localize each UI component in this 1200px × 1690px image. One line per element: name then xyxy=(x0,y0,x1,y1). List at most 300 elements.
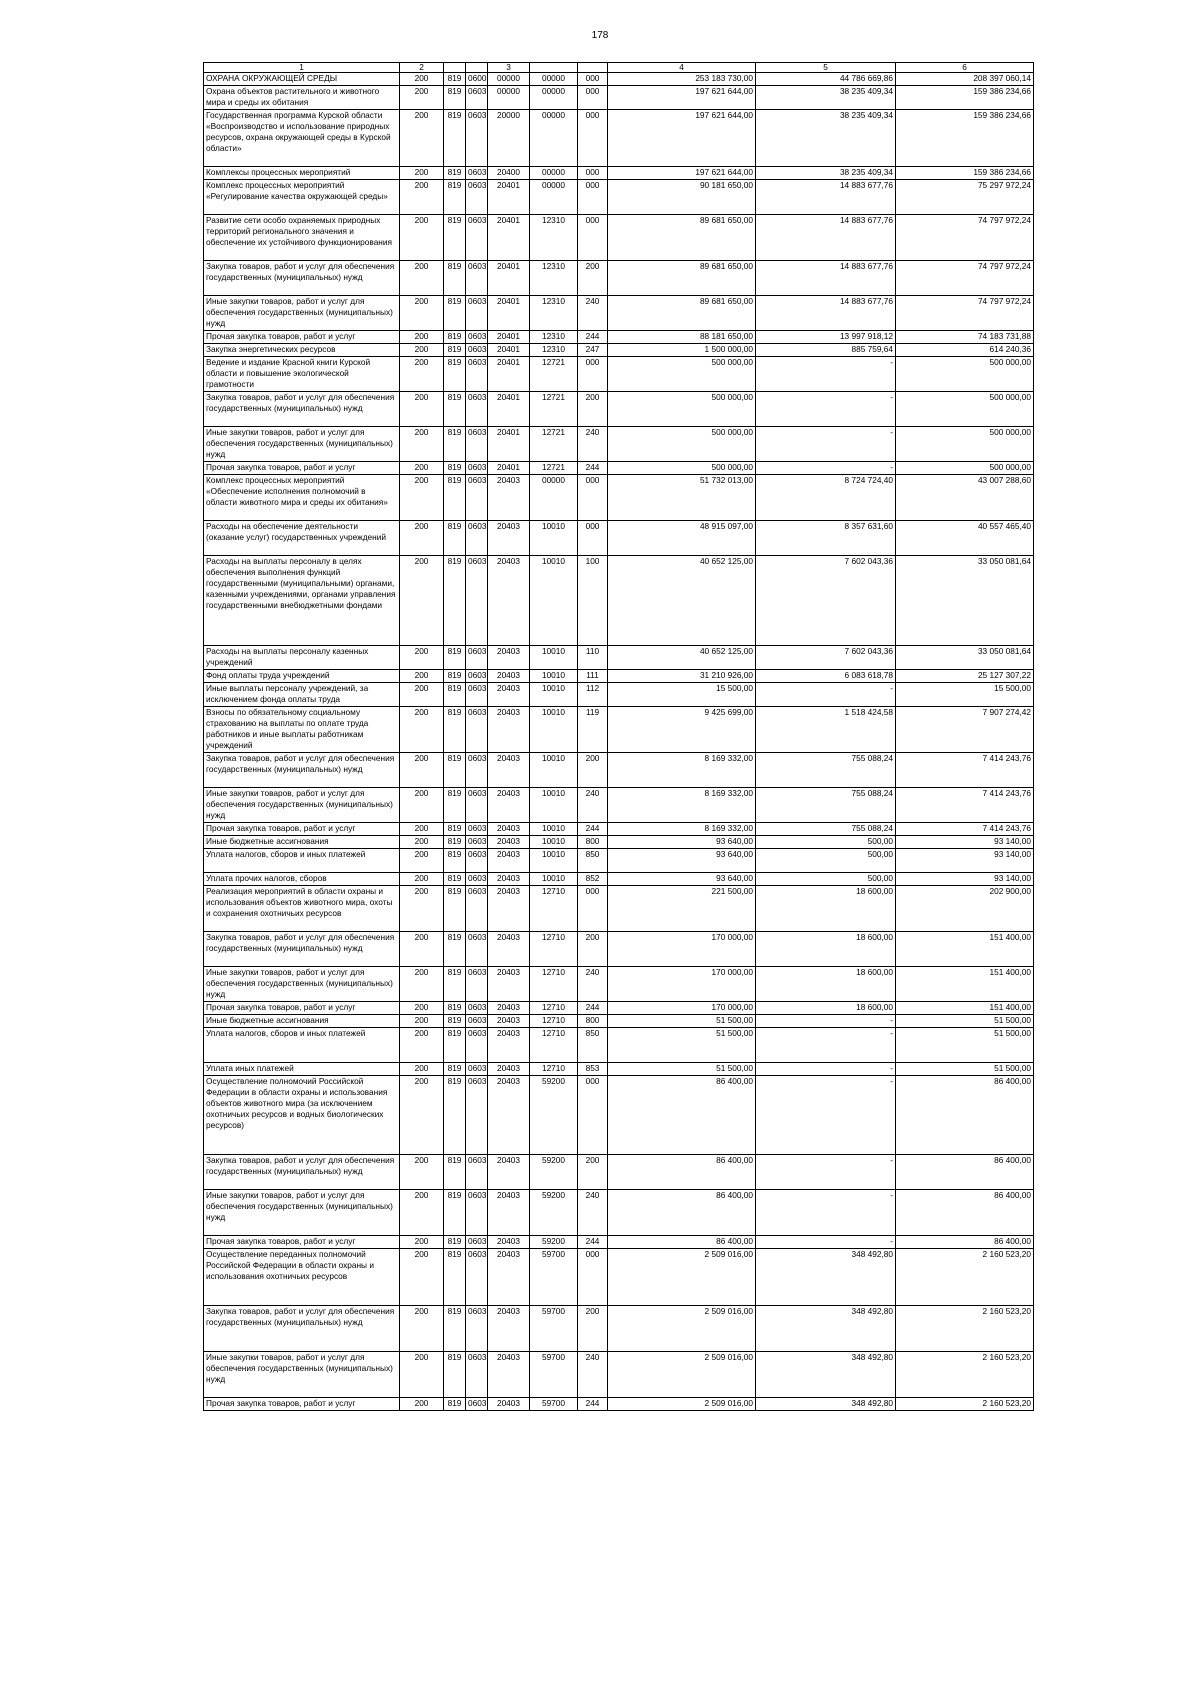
row-name: Осуществление полномочий Российской Федерации в области охраны и использования объектов животного мира (за исключением охотничьих ресурсов и водных биологических ресурсов) xyxy=(204,1076,400,1155)
code-glava: 200 xyxy=(400,296,444,331)
row-name: Иные бюджетные ассигнования xyxy=(204,836,400,849)
code-vid: 000 xyxy=(578,110,608,167)
amount-col-5: 348 492,80 xyxy=(756,1249,896,1306)
amount-col-6: 51 500,00 xyxy=(896,1028,1034,1063)
table-row xyxy=(204,167,1034,180)
amount-col-4: 170 000,00 xyxy=(608,932,756,967)
code-program: 20403 xyxy=(488,823,530,836)
table-row xyxy=(204,427,1034,462)
table-row xyxy=(204,392,1034,427)
amount-col-4: 40 652 125,00 xyxy=(608,646,756,670)
code-direction: 12310 xyxy=(530,344,578,357)
amount-col-4: 9 425 699,00 xyxy=(608,707,756,753)
amount-col-5: 500,00 xyxy=(756,849,896,873)
code-ved: 819 xyxy=(444,1076,466,1155)
code-program: 20000 xyxy=(488,110,530,167)
code-program: 20401 xyxy=(488,215,530,261)
code-vid: 000 xyxy=(578,475,608,521)
code-glava: 200 xyxy=(400,357,444,392)
amount-col-4: 2 509 016,00 xyxy=(608,1306,756,1352)
code-ved: 819 xyxy=(444,462,466,475)
code-direction: 12710 xyxy=(530,967,578,1002)
code-ved: 819 xyxy=(444,392,466,427)
code-ved: 819 xyxy=(444,556,466,646)
amount-col-6: 7 414 243,76 xyxy=(896,753,1034,788)
code-program: 20403 xyxy=(488,521,530,556)
amount-col-4: 93 640,00 xyxy=(608,873,756,886)
code-program: 20401 xyxy=(488,296,530,331)
table-row xyxy=(204,1015,1034,1028)
row-name: Закупка товаров, работ и услуг для обеспечения государственных (муниципальных) нужд xyxy=(204,932,400,967)
code-direction: 12710 xyxy=(530,1063,578,1076)
code-direction: 12721 xyxy=(530,392,578,427)
code-program: 20401 xyxy=(488,427,530,462)
table-row xyxy=(204,1249,1034,1306)
amount-col-4: 170 000,00 xyxy=(608,1002,756,1015)
code-direction: 10010 xyxy=(530,707,578,753)
amount-col-6: 159 386 234,66 xyxy=(896,167,1034,180)
code-direction: 12310 xyxy=(530,261,578,296)
amount-col-4: 86 400,00 xyxy=(608,1155,756,1190)
code-section: 0603 xyxy=(466,261,488,296)
row-name: Прочая закупка товаров, работ и услуг xyxy=(204,1398,400,1411)
code-section: 0603 xyxy=(466,873,488,886)
row-name: Прочая закупка товаров, работ и услуг xyxy=(204,331,400,344)
code-glava: 200 xyxy=(400,73,444,86)
code-program: 20403 xyxy=(488,788,530,823)
amount-col-5: 7 602 043,36 xyxy=(756,556,896,646)
code-section: 0603 xyxy=(466,788,488,823)
amount-col-4: 93 640,00 xyxy=(608,836,756,849)
code-section: 0603 xyxy=(466,932,488,967)
amount-col-4: 40 652 125,00 xyxy=(608,556,756,646)
amount-col-4: 197 621 644,00 xyxy=(608,167,756,180)
code-vid: 240 xyxy=(578,1190,608,1236)
code-direction: 12721 xyxy=(530,427,578,462)
amount-col-6: 2 160 523,20 xyxy=(896,1352,1034,1398)
code-program: 20403 xyxy=(488,753,530,788)
amount-col-5: 18 600,00 xyxy=(756,932,896,967)
table-row xyxy=(204,836,1034,849)
table-row xyxy=(204,886,1034,932)
code-ved: 819 xyxy=(444,1028,466,1063)
row-name: Закупка товаров, работ и услуг для обеспечения государственных (муниципальных) нужд xyxy=(204,1155,400,1190)
amount-col-5: 885 759,64 xyxy=(756,344,896,357)
amount-col-5: 755 088,24 xyxy=(756,753,896,788)
amount-col-6: 25 127 307,22 xyxy=(896,670,1034,683)
amount-col-4: 86 400,00 xyxy=(608,1190,756,1236)
row-name: Осуществление переданных полномочий Российской Федерации в области охраны и использования охотничьих ресурсов xyxy=(204,1249,400,1306)
amount-col-5: 1 518 424,58 xyxy=(756,707,896,753)
amount-col-5: 18 600,00 xyxy=(756,1002,896,1015)
amount-col-6: 86 400,00 xyxy=(896,1076,1034,1155)
table-row xyxy=(204,1028,1034,1063)
code-program: 20403 xyxy=(488,873,530,886)
code-vid: 244 xyxy=(578,1002,608,1015)
code-ved: 819 xyxy=(444,1306,466,1352)
code-direction: 10010 xyxy=(530,873,578,886)
code-vid: 112 xyxy=(578,683,608,707)
code-section: 0603 xyxy=(466,331,488,344)
code-vid: 244 xyxy=(578,331,608,344)
code-glava: 200 xyxy=(400,753,444,788)
code-section: 0603 xyxy=(466,683,488,707)
code-section: 0603 xyxy=(466,1063,488,1076)
page-number: 178 xyxy=(591,30,609,41)
code-glava: 200 xyxy=(400,1076,444,1155)
code-section: 0603 xyxy=(466,1306,488,1352)
code-program: 00000 xyxy=(488,73,530,86)
amount-col-5: - xyxy=(756,462,896,475)
table-row xyxy=(204,556,1034,646)
table-row xyxy=(204,753,1034,788)
code-vid: 200 xyxy=(578,1155,608,1190)
code-glava: 200 xyxy=(400,180,444,215)
row-name: Иные закупки товаров, работ и услуг для обеспечения государственных (муниципальных) нужд xyxy=(204,1190,400,1236)
amount-col-6: 151 400,00 xyxy=(896,1002,1034,1015)
code-ved: 819 xyxy=(444,261,466,296)
code-section: 0603 xyxy=(466,836,488,849)
header-col-3c: 3 xyxy=(488,63,530,73)
code-section: 0603 xyxy=(466,180,488,215)
code-program: 20403 xyxy=(488,886,530,932)
code-glava: 200 xyxy=(400,521,444,556)
amount-col-4: 89 681 650,00 xyxy=(608,296,756,331)
row-name: Комплексы процессных мероприятий xyxy=(204,167,400,180)
amount-col-6: 74 183 731,88 xyxy=(896,331,1034,344)
code-glava: 200 xyxy=(400,475,444,521)
code-section: 0603 xyxy=(466,427,488,462)
code-vid: 000 xyxy=(578,1076,608,1155)
code-program: 20403 xyxy=(488,707,530,753)
amount-col-4: 1 500 000,00 xyxy=(608,344,756,357)
code-program: 20403 xyxy=(488,646,530,670)
code-program: 20401 xyxy=(488,462,530,475)
header-col-1: 1 xyxy=(204,63,400,73)
code-program: 20403 xyxy=(488,1015,530,1028)
row-name: Комплекс процессных мероприятий «Обеспечение исполнения полномочий в области животного мира и среды их обитания» xyxy=(204,475,400,521)
table-row xyxy=(204,357,1034,392)
table-row xyxy=(204,344,1034,357)
code-ved: 819 xyxy=(444,683,466,707)
amount-col-5: 348 492,80 xyxy=(756,1398,896,1411)
code-section: 0603 xyxy=(466,823,488,836)
code-direction: 10010 xyxy=(530,670,578,683)
amount-col-5: - xyxy=(756,1190,896,1236)
code-section: 0603 xyxy=(466,1190,488,1236)
amount-col-4: 500 000,00 xyxy=(608,392,756,427)
code-section: 0603 xyxy=(466,462,488,475)
row-name: Развитие сети особо охраняемых природных территорий регионального значения и обеспечение их устойчивого функционирования xyxy=(204,215,400,261)
code-vid: 240 xyxy=(578,967,608,1002)
code-program: 20403 xyxy=(488,1352,530,1398)
code-program: 20403 xyxy=(488,1076,530,1155)
amount-col-4: 500 000,00 xyxy=(608,427,756,462)
code-direction: 00000 xyxy=(530,180,578,215)
code-program: 20401 xyxy=(488,344,530,357)
code-ved: 819 xyxy=(444,886,466,932)
amount-col-6: 33 050 081,64 xyxy=(896,646,1034,670)
amount-col-5: 38 235 409,34 xyxy=(756,86,896,110)
row-name: Государственная программа Курской области «Воспроизводство и использование природных ресурсов, охрана окружающей среды в Курской области» xyxy=(204,110,400,167)
amount-col-5: 44 786 669,86 xyxy=(756,73,896,86)
code-ved: 819 xyxy=(444,823,466,836)
amount-col-5: 348 492,80 xyxy=(756,1352,896,1398)
header-col-5: 5 xyxy=(756,63,896,73)
row-name: Уплата иных платежей xyxy=(204,1063,400,1076)
code-vid: 200 xyxy=(578,753,608,788)
table-row xyxy=(204,462,1034,475)
code-program: 20401 xyxy=(488,357,530,392)
amount-col-4: 197 621 644,00 xyxy=(608,86,756,110)
row-name: Уплата прочих налогов, сборов xyxy=(204,873,400,886)
amount-col-6: 74 797 972,24 xyxy=(896,296,1034,331)
code-program: 20403 xyxy=(488,849,530,873)
row-name: Иные закупки товаров, работ и услуг для обеспечения государственных (муниципальных) нужд xyxy=(204,427,400,462)
code-vid: 200 xyxy=(578,1306,608,1352)
amount-col-6: 15 500,00 xyxy=(896,683,1034,707)
code-section: 0603 xyxy=(466,344,488,357)
row-name: Прочая закупка товаров, работ и услуг xyxy=(204,1002,400,1015)
code-vid: 200 xyxy=(578,932,608,967)
code-direction: 12710 xyxy=(530,1028,578,1063)
code-vid: 000 xyxy=(578,886,608,932)
code-direction: 10010 xyxy=(530,683,578,707)
amount-col-5: 7 602 043,36 xyxy=(756,646,896,670)
table-body xyxy=(204,73,1034,1411)
code-vid: 000 xyxy=(578,357,608,392)
amount-col-4: 51 500,00 xyxy=(608,1028,756,1063)
code-section: 0603 xyxy=(466,110,488,167)
amount-col-6: 74 797 972,24 xyxy=(896,215,1034,261)
code-glava: 200 xyxy=(400,873,444,886)
code-glava: 200 xyxy=(400,462,444,475)
amount-col-6: 7 907 274,42 xyxy=(896,707,1034,753)
code-program: 20403 xyxy=(488,836,530,849)
code-section: 0603 xyxy=(466,215,488,261)
amount-col-6: 500 000,00 xyxy=(896,462,1034,475)
amount-col-4: 8 169 332,00 xyxy=(608,788,756,823)
table-row xyxy=(204,670,1034,683)
code-ved: 819 xyxy=(444,1398,466,1411)
amount-col-4: 86 400,00 xyxy=(608,1076,756,1155)
amount-col-5: 14 883 677,76 xyxy=(756,296,896,331)
code-section: 0603 xyxy=(466,1249,488,1306)
code-ved: 819 xyxy=(444,1249,466,1306)
code-vid: 850 xyxy=(578,849,608,873)
row-name: Иные закупки товаров, работ и услуг для обеспечения государственных (муниципальных) нужд xyxy=(204,1352,400,1398)
amount-col-5: - xyxy=(756,1028,896,1063)
code-section: 0603 xyxy=(466,849,488,873)
code-vid: 850 xyxy=(578,1028,608,1063)
table-row xyxy=(204,180,1034,215)
budget-table xyxy=(203,62,1034,1411)
code-glava: 200 xyxy=(400,1190,444,1236)
row-name: Закупка товаров, работ и услуг для обеспечения государственных (муниципальных) нужд xyxy=(204,392,400,427)
row-name: Иные закупки товаров, работ и услуг для обеспечения государственных (муниципальных) нужд xyxy=(204,967,400,1002)
amount-col-4: 31 210 926,00 xyxy=(608,670,756,683)
code-vid: 100 xyxy=(578,556,608,646)
header-col-2: 2 xyxy=(400,63,444,73)
code-glava: 200 xyxy=(400,556,444,646)
code-program: 20401 xyxy=(488,392,530,427)
code-section: 0603 xyxy=(466,556,488,646)
table-row xyxy=(204,1155,1034,1190)
amount-col-6: 51 500,00 xyxy=(896,1063,1034,1076)
code-vid: 000 xyxy=(578,1249,608,1306)
amount-col-6: 86 400,00 xyxy=(896,1236,1034,1249)
amount-col-4: 51 732 013,00 xyxy=(608,475,756,521)
code-vid: 800 xyxy=(578,1015,608,1028)
row-name: Комплекс процессных мероприятий «Регулирование качества окружающей среды» xyxy=(204,180,400,215)
amount-col-5: - xyxy=(756,1236,896,1249)
code-program: 20403 xyxy=(488,683,530,707)
code-direction: 59700 xyxy=(530,1306,578,1352)
code-section: 0603 xyxy=(466,1236,488,1249)
amount-col-5: 6 083 618,78 xyxy=(756,670,896,683)
amount-col-6: 151 400,00 xyxy=(896,932,1034,967)
code-direction: 10010 xyxy=(530,788,578,823)
code-section: 0603 xyxy=(466,1002,488,1015)
code-program: 20403 xyxy=(488,1249,530,1306)
code-ved: 819 xyxy=(444,475,466,521)
row-name: Прочая закупка товаров, работ и услуг xyxy=(204,462,400,475)
code-direction: 12310 xyxy=(530,296,578,331)
amount-col-4: 2 509 016,00 xyxy=(608,1249,756,1306)
header-col-3e xyxy=(578,63,608,73)
code-vid: 244 xyxy=(578,462,608,475)
code-ved: 819 xyxy=(444,1236,466,1249)
amount-col-6: 40 557 465,40 xyxy=(896,521,1034,556)
row-name: Закупка товаров, работ и услуг для обеспечения государственных (муниципальных) нужд xyxy=(204,753,400,788)
code-ved: 819 xyxy=(444,73,466,86)
code-section: 0603 xyxy=(466,1352,488,1398)
row-name: Взносы по обязательному социальному страхованию на выплаты по оплате труда работников и иные выплаты работникам учреждений xyxy=(204,707,400,753)
code-vid: 000 xyxy=(578,73,608,86)
amount-col-6: 43 007 288,60 xyxy=(896,475,1034,521)
code-ved: 819 xyxy=(444,646,466,670)
code-ved: 819 xyxy=(444,967,466,1002)
code-ved: 819 xyxy=(444,1063,466,1076)
code-program: 20401 xyxy=(488,261,530,296)
table-row xyxy=(204,1352,1034,1398)
amount-col-6: 202 900,00 xyxy=(896,886,1034,932)
amount-col-4: 15 500,00 xyxy=(608,683,756,707)
code-vid: 000 xyxy=(578,86,608,110)
row-name: Расходы на обеспечение деятельности (оказание услуг) государственных учреждений xyxy=(204,521,400,556)
table-row xyxy=(204,683,1034,707)
code-direction: 12710 xyxy=(530,1002,578,1015)
code-vid: 853 xyxy=(578,1063,608,1076)
code-program: 20403 xyxy=(488,1190,530,1236)
amount-col-5: 13 997 918,12 xyxy=(756,331,896,344)
code-direction: 59700 xyxy=(530,1398,578,1411)
code-glava: 200 xyxy=(400,331,444,344)
amount-col-5: 8 724 724,40 xyxy=(756,475,896,521)
amount-col-5: 18 600,00 xyxy=(756,886,896,932)
code-direction: 00000 xyxy=(530,167,578,180)
code-program: 20403 xyxy=(488,1236,530,1249)
code-glava: 200 xyxy=(400,427,444,462)
code-section: 0603 xyxy=(466,1028,488,1063)
row-name: Фонд оплаты труда учреждений xyxy=(204,670,400,683)
code-glava: 200 xyxy=(400,788,444,823)
amount-col-6: 614 240,36 xyxy=(896,344,1034,357)
row-name: Прочая закупка товаров, работ и услуг xyxy=(204,1236,400,1249)
code-section: 0603 xyxy=(466,86,488,110)
table-row xyxy=(204,296,1034,331)
table-row xyxy=(204,1063,1034,1076)
amount-col-5: 755 088,24 xyxy=(756,788,896,823)
code-glava: 200 xyxy=(400,261,444,296)
code-ved: 819 xyxy=(444,521,466,556)
code-vid: 119 xyxy=(578,707,608,753)
code-program: 20403 xyxy=(488,670,530,683)
amount-col-5: - xyxy=(756,1063,896,1076)
code-ved: 819 xyxy=(444,86,466,110)
code-section: 0603 xyxy=(466,1398,488,1411)
amount-col-6: 2 160 523,20 xyxy=(896,1249,1034,1306)
row-name: Ведение и издание Красной книги Курской области и повышение экологической грамотности xyxy=(204,357,400,392)
amount-col-5: 755 088,24 xyxy=(756,823,896,836)
header-col-3a xyxy=(444,63,466,73)
table-row xyxy=(204,1398,1034,1411)
table-row xyxy=(204,707,1034,753)
code-vid: 000 xyxy=(578,521,608,556)
code-direction: 59200 xyxy=(530,1236,578,1249)
amount-col-4: 197 621 644,00 xyxy=(608,110,756,167)
code-program: 20403 xyxy=(488,475,530,521)
row-name: Уплата налогов, сборов и иных платежей xyxy=(204,1028,400,1063)
amount-col-4: 88 181 650,00 xyxy=(608,331,756,344)
table-row xyxy=(204,788,1034,823)
amount-col-6: 75 297 972,24 xyxy=(896,180,1034,215)
code-direction: 10010 xyxy=(530,753,578,788)
row-name: Расходы на выплаты персоналу казенных учреждений xyxy=(204,646,400,670)
code-direction: 12310 xyxy=(530,331,578,344)
amount-col-5: - xyxy=(756,1015,896,1028)
table-row xyxy=(204,967,1034,1002)
code-program: 20403 xyxy=(488,1063,530,1076)
amount-col-4: 8 169 332,00 xyxy=(608,753,756,788)
code-direction: 59700 xyxy=(530,1352,578,1398)
code-ved: 819 xyxy=(444,344,466,357)
code-section: 0600 xyxy=(466,73,488,86)
code-direction: 12721 xyxy=(530,357,578,392)
header-row xyxy=(204,63,1034,73)
amount-col-4: 253 183 730,00 xyxy=(608,73,756,86)
row-name: ОХРАНА ОКРУЖАЮЩЕЙ СРЕДЫ xyxy=(204,73,400,86)
amount-col-5: - xyxy=(756,683,896,707)
code-glava: 200 xyxy=(400,1015,444,1028)
code-section: 0603 xyxy=(466,296,488,331)
amount-col-6: 93 140,00 xyxy=(896,849,1034,873)
row-name: Расходы на выплаты персоналу в целях обеспечения выполнения функций государственными (муниципальными) органами, казенными учреждениями, органами управления государственными внебюджетными фондами xyxy=(204,556,400,646)
code-direction: 10010 xyxy=(530,823,578,836)
code-ved: 819 xyxy=(444,753,466,788)
amount-col-6: 93 140,00 xyxy=(896,836,1034,849)
table-row xyxy=(204,849,1034,873)
code-glava: 200 xyxy=(400,86,444,110)
code-ved: 819 xyxy=(444,357,466,392)
amount-col-6: 2 160 523,20 xyxy=(896,1306,1034,1352)
code-ved: 819 xyxy=(444,932,466,967)
table-row xyxy=(204,873,1034,886)
code-glava: 200 xyxy=(400,1063,444,1076)
table-row xyxy=(204,1076,1034,1155)
code-glava: 200 xyxy=(400,1306,444,1352)
code-vid: 244 xyxy=(578,1236,608,1249)
